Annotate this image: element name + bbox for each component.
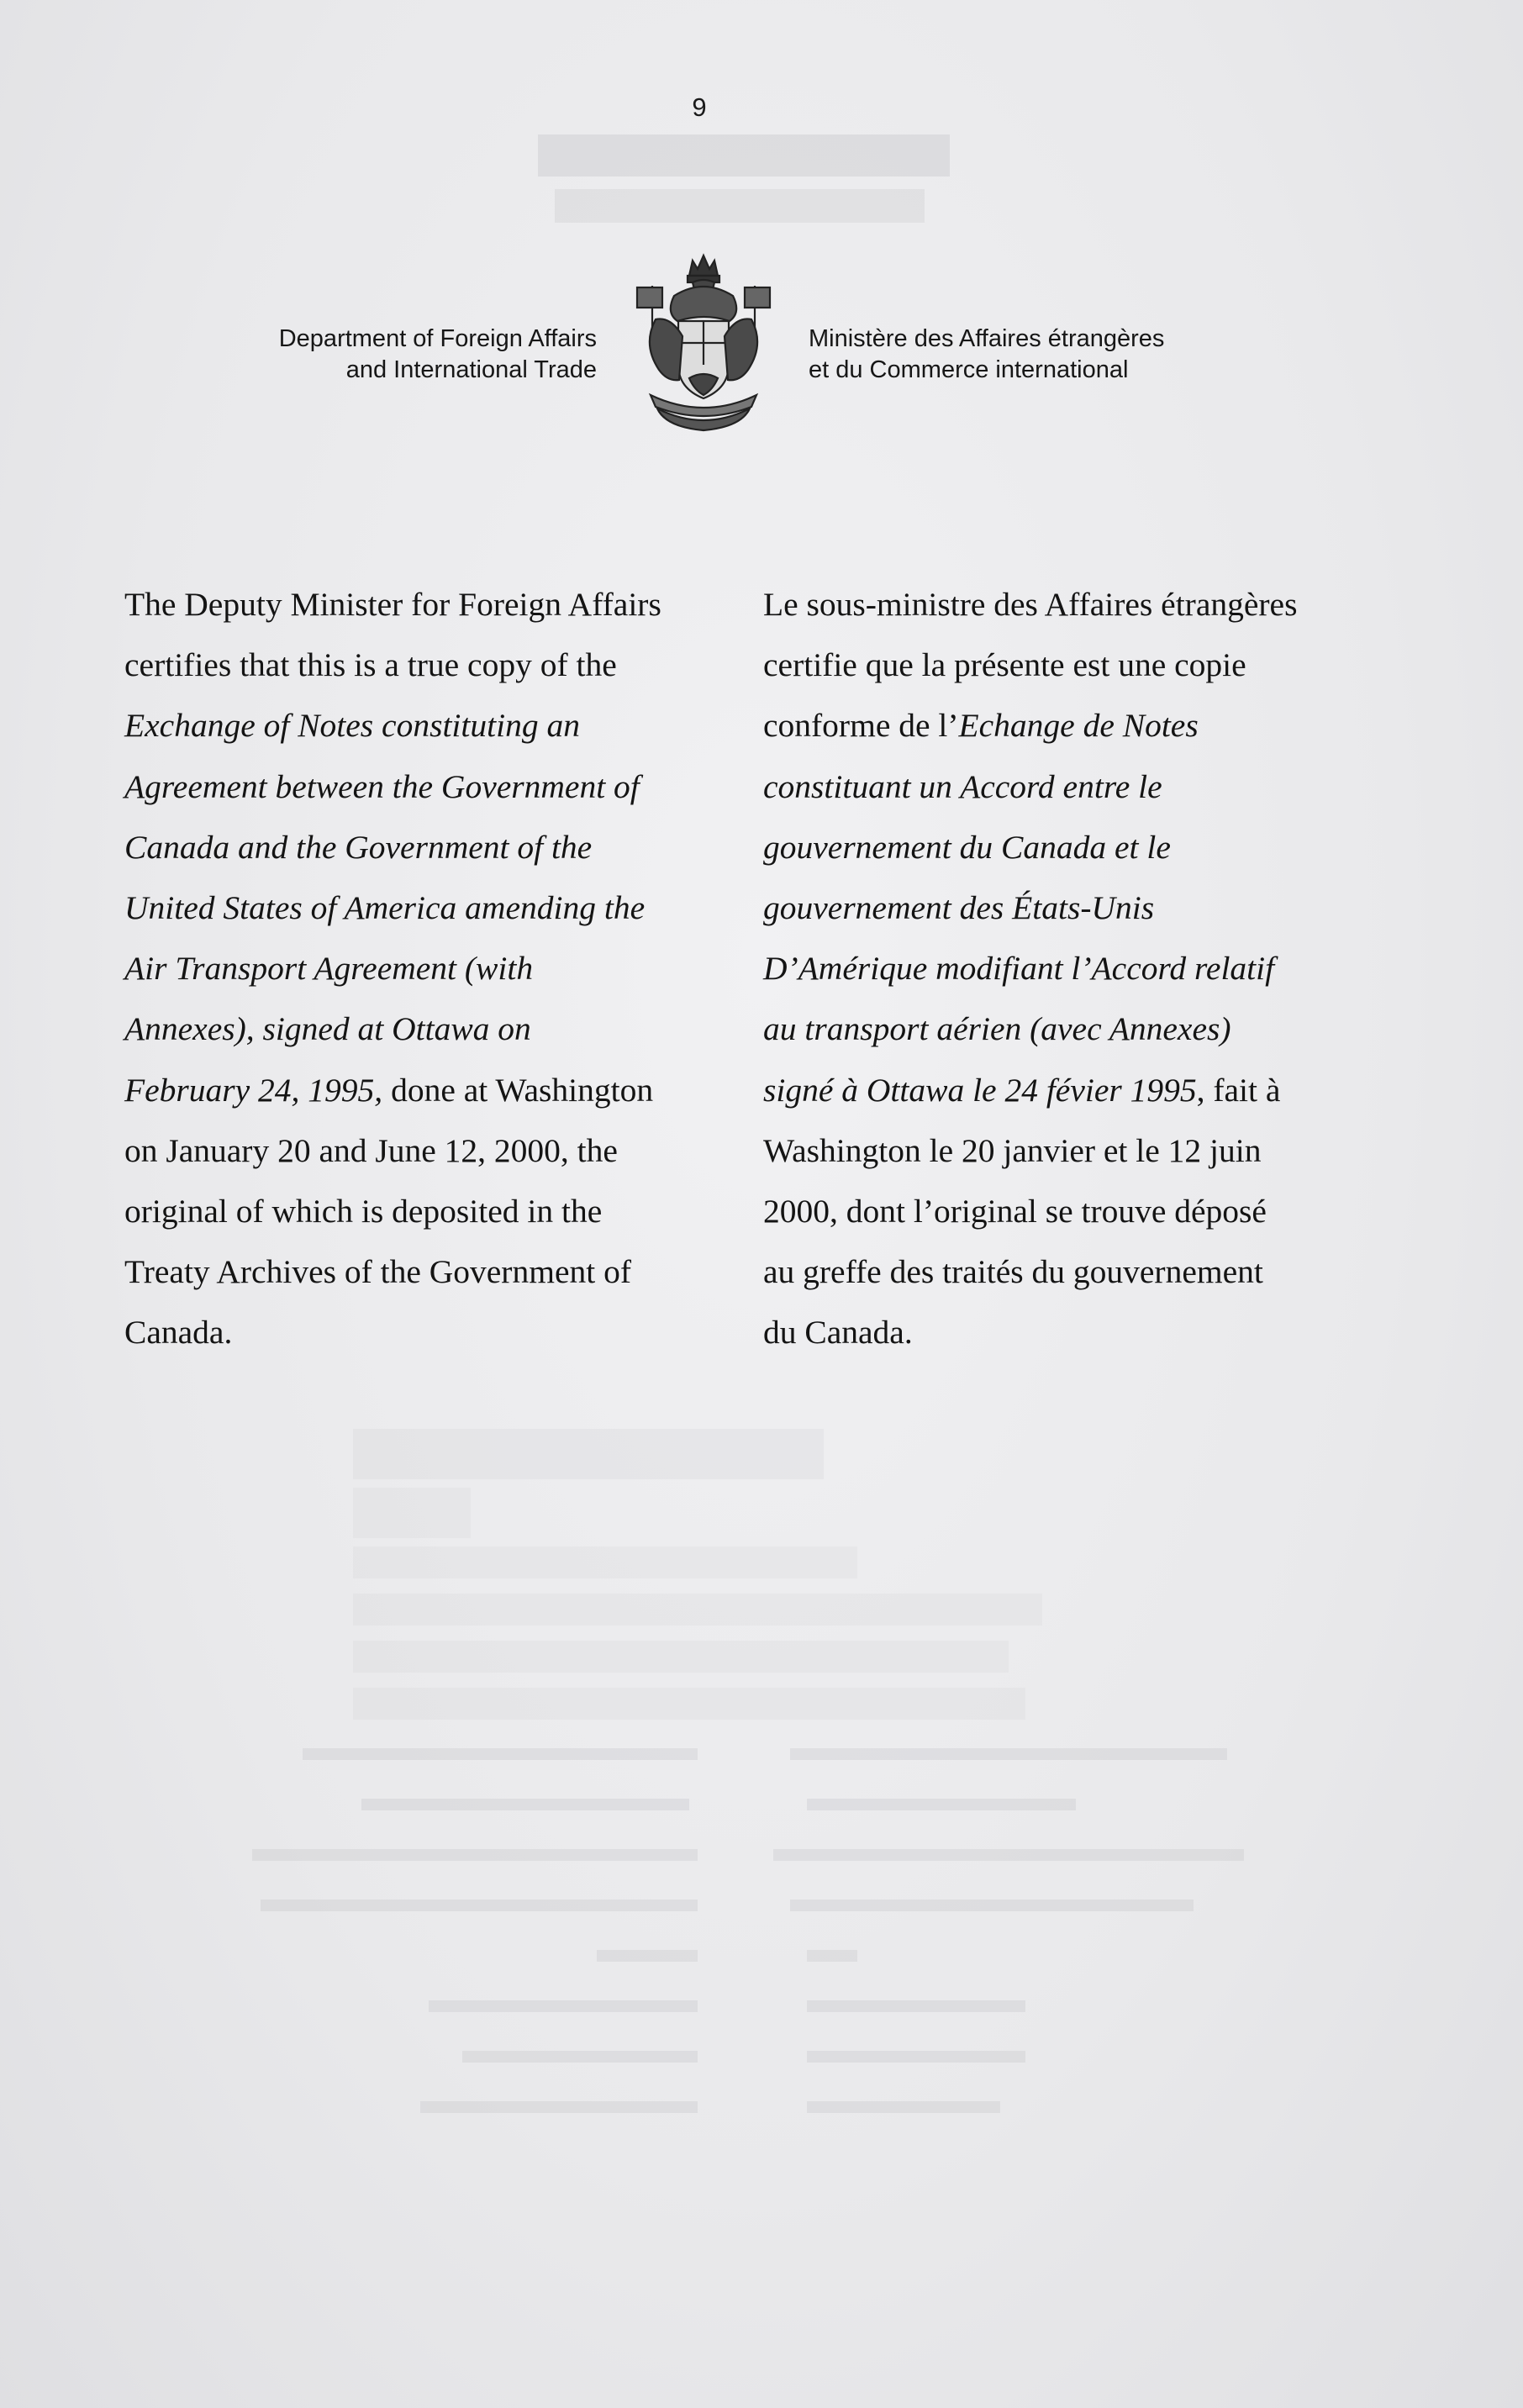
bleed-through-colophon [252, 1740, 1311, 2126]
department-name-french [809, 324, 1330, 386]
dept-en-line-1: Department of Foreign Affairs [278, 325, 597, 352]
certification-french [763, 574, 1301, 1363]
coat-of-arms-of-canada-icon [632, 252, 775, 434]
certification-english [124, 574, 662, 1363]
page-number: 9 [692, 92, 707, 122]
certification-fr-title: Echange de Notes constituant un Accord entre le gouvernement du Canada et le gouvernement des États-Unis D’Amérique modifiant l’Accord relatif au transport aérien (avec Annexes) signé à Ottawa le 24 févier 1995 [763, 707, 1275, 1109]
certification-fr-intro: Le sous-ministre des Affaires étrangères certifie que la présente est une copie conforme de l’ [763, 586, 1298, 745]
dept-fr-line-2: et du Commerce international [809, 356, 1129, 383]
certification-fr-rest: , fait à Washington le 20 janvier et le 12 juin 2000, dont l’original se trouve déposé au greffe des traités du gouvernement du Canada. [763, 1071, 1281, 1352]
certification-en-intro: The Deputy Minister for Foreign Affairs certifies that this is a true copy of the [124, 586, 661, 684]
department-name-english [126, 324, 597, 386]
bleed-through-text [353, 1420, 1109, 1723]
dept-en-line-2: and International Trade [345, 356, 597, 383]
bleed-through-stamp [538, 126, 958, 235]
certification-en-rest: done at Washington on January 20 and June 12, 2000, the original of which is deposited in the Treaty Archives of the Government of Canada. [124, 1071, 654, 1352]
dept-fr-line-1: Ministère des Affaires étrangères [809, 325, 1165, 352]
certification-en-title: Exchange of Notes constituting an Agreement between the Government of Canada and the Government of the United States of America amending the Air Transport Agreement (with Annexes), signed at Ottawa on February 24, 1995, [124, 707, 646, 1109]
